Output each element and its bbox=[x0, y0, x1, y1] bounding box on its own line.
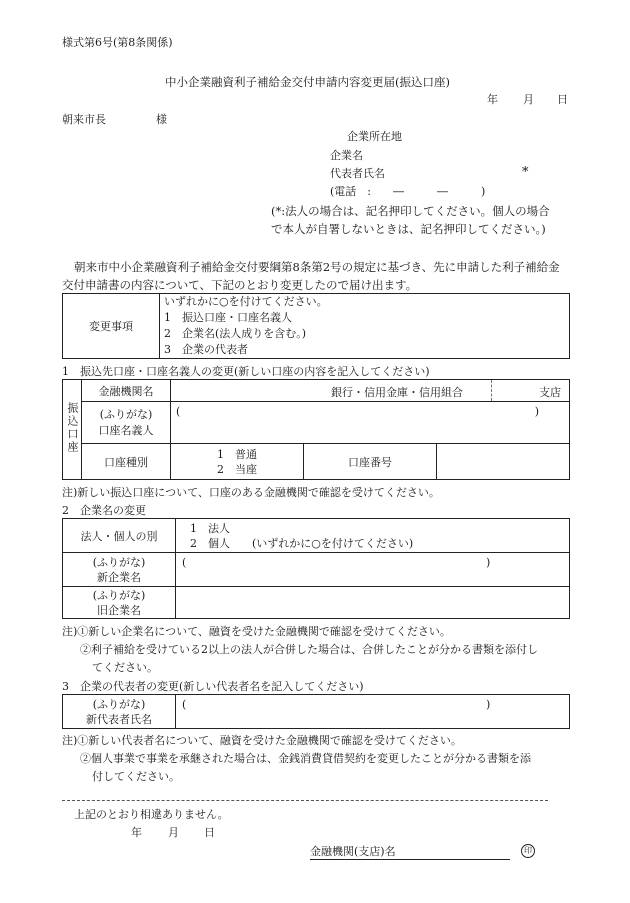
company-label: 企業名 bbox=[330, 149, 363, 162]
old-company-furigana-label: (ふりがな) bbox=[92, 588, 146, 602]
new-rep-label-cell bbox=[63, 695, 176, 729]
bank-name-label: 金融機関名 bbox=[82, 380, 171, 402]
new-rep-cell[interactable] bbox=[176, 695, 570, 729]
new-company-cell[interactable] bbox=[176, 553, 570, 587]
branch-label: 支店 bbox=[539, 386, 561, 399]
new-rep-furigana-label: (ふりがな) bbox=[92, 697, 146, 711]
intro-line1: 朝来市中小企業融資利子補給金交付要綱第8条第2号の規定に基づき、先に申請した利子補給金 bbox=[74, 260, 560, 274]
account-number-label: 口座番号 bbox=[304, 444, 437, 480]
entity-label: 法人・個人の別 bbox=[63, 519, 176, 553]
section3-heading: 3 企業の代表者の変更(新しい代表者名を記入してください) bbox=[62, 680, 364, 693]
change-option-2: 2 企業名(法人成りを含む。) bbox=[164, 327, 307, 340]
addressee-name: 朝来市長 bbox=[62, 113, 106, 126]
confirm-text: 上記のとおり相違ありません。 bbox=[74, 808, 229, 821]
bank-branch-label: 金融機関(支店)名 bbox=[310, 845, 396, 858]
addressee-honorific: 様 bbox=[156, 113, 167, 126]
account-type-ordinary: 1 普通 bbox=[217, 447, 257, 461]
date-month: 月 bbox=[523, 93, 534, 106]
applicant-note-line2: で本人が自署しないときは、記名押印してください。) bbox=[271, 222, 546, 236]
holder-label: 口座名義人 bbox=[98, 423, 154, 437]
account-number-cell[interactable] bbox=[437, 444, 570, 480]
bank-divider bbox=[491, 380, 492, 401]
holder-cell[interactable] bbox=[171, 402, 570, 444]
confirm-day: 日 bbox=[204, 826, 215, 839]
rep-label: 代表者氏名 bbox=[330, 167, 385, 180]
account-type-label: 口座種別 bbox=[82, 444, 171, 480]
change-items-options bbox=[160, 294, 570, 359]
new-company-furigana-label: (ふりがな) bbox=[92, 555, 146, 569]
new-rep-label: 新代表者氏名 bbox=[86, 712, 152, 726]
old-company-cell[interactable] bbox=[176, 587, 570, 619]
company-name-table bbox=[62, 518, 570, 619]
section2-note2a: ②利子補給を受けている2以上の法人が合併した場合は、合併したことが分かる書類を添付し bbox=[80, 643, 538, 656]
section3-note2b: 付してください。 bbox=[92, 770, 180, 783]
account-type-cell[interactable] bbox=[171, 444, 304, 480]
holder-furigana-label: (ふりがな) bbox=[99, 407, 153, 421]
new-company-label: 新企業名 bbox=[97, 570, 141, 584]
form-title: 中小企業融資利子補給金交付申請内容変更届(振込口座) bbox=[165, 75, 450, 89]
phone-label: (電話 : ― ― ) bbox=[330, 185, 486, 198]
confirm-month: 月 bbox=[168, 826, 179, 839]
rep-mark: * bbox=[522, 165, 529, 180]
holder-paren-open: ( bbox=[176, 405, 181, 418]
section2-note2b: てください。 bbox=[92, 661, 158, 674]
section1-note: 注)新しい振込口座について、口座のある金融機関で確認を受けてください。 bbox=[62, 486, 440, 499]
entity-option-indiv: 2 個人 (いずれかに○を付けてください) bbox=[190, 536, 414, 550]
date-day: 日 bbox=[557, 93, 568, 106]
new-company-paren-open: ( bbox=[182, 556, 187, 569]
bank-types: 銀行・信用金庫・信用組合 bbox=[331, 386, 463, 399]
confirm-divider bbox=[62, 800, 548, 801]
confirm-year: 年 bbox=[131, 826, 142, 839]
entity-cell[interactable] bbox=[176, 519, 570, 553]
entity-option-corp: 1 法人 bbox=[190, 521, 230, 535]
section2-note1: 注)①新しい企業名について、融資を受けた金融機関で確認を受けてください。 bbox=[62, 625, 451, 638]
seal-mark bbox=[521, 843, 535, 858]
new-company-paren-close: ) bbox=[486, 556, 491, 569]
address-label: 企業所在地 bbox=[347, 130, 402, 143]
applicant-note-line1: (*:法人の場合は、記名押印してください。個人の場合 bbox=[271, 204, 550, 218]
new-rep-paren-open: ( bbox=[182, 698, 187, 711]
intro-line2: 交付申請書の内容について、下記のとおり変更したので届け出ます。 bbox=[62, 278, 418, 292]
account-type-current: 2 当座 bbox=[217, 462, 257, 476]
new-company-label-cell bbox=[63, 553, 176, 587]
change-items-instruction: いずれかに○を付けてください。 bbox=[164, 295, 328, 308]
section2-heading: 2 企業名の変更 bbox=[62, 504, 146, 517]
holder-label-cell bbox=[82, 402, 171, 444]
holder-paren-close: ) bbox=[534, 405, 539, 418]
form-id: 様式第6号(第8条関係) bbox=[62, 36, 173, 49]
bank-branch-signature-line[interactable] bbox=[310, 843, 510, 860]
change-option-3: 3 企業の代表者 bbox=[164, 343, 248, 356]
bank-name-cell[interactable] bbox=[171, 380, 570, 402]
old-company-label-cell bbox=[63, 587, 176, 619]
change-items-table bbox=[62, 293, 570, 359]
section3-note1: 注)①新しい代表者名について、融資を受けた金融機関で確認を受けてください。 bbox=[62, 734, 462, 747]
bank-account-table bbox=[62, 379, 570, 480]
date-year: 年 bbox=[487, 93, 498, 106]
old-company-label: 旧企業名 bbox=[97, 603, 141, 617]
new-rep-table bbox=[62, 694, 570, 729]
section1-heading: 1 振込先口座・口座名義人の変更(新しい口座の内容を記入してください) bbox=[62, 365, 430, 378]
bank-account-side-label bbox=[63, 380, 82, 480]
bank-account-side-text: 振込口座 bbox=[66, 402, 79, 454]
change-option-1: 1 振込口座・口座名義人 bbox=[164, 311, 292, 324]
section3-note2a: ②個人事業で事業を承継された場合は、金銭消費貸借契約を変更したことが分かる書類を添 bbox=[80, 752, 531, 765]
change-items-label: 変更事項 bbox=[63, 294, 160, 359]
seal-icon: 印 bbox=[521, 844, 535, 858]
new-rep-paren-close: ) bbox=[486, 698, 491, 711]
